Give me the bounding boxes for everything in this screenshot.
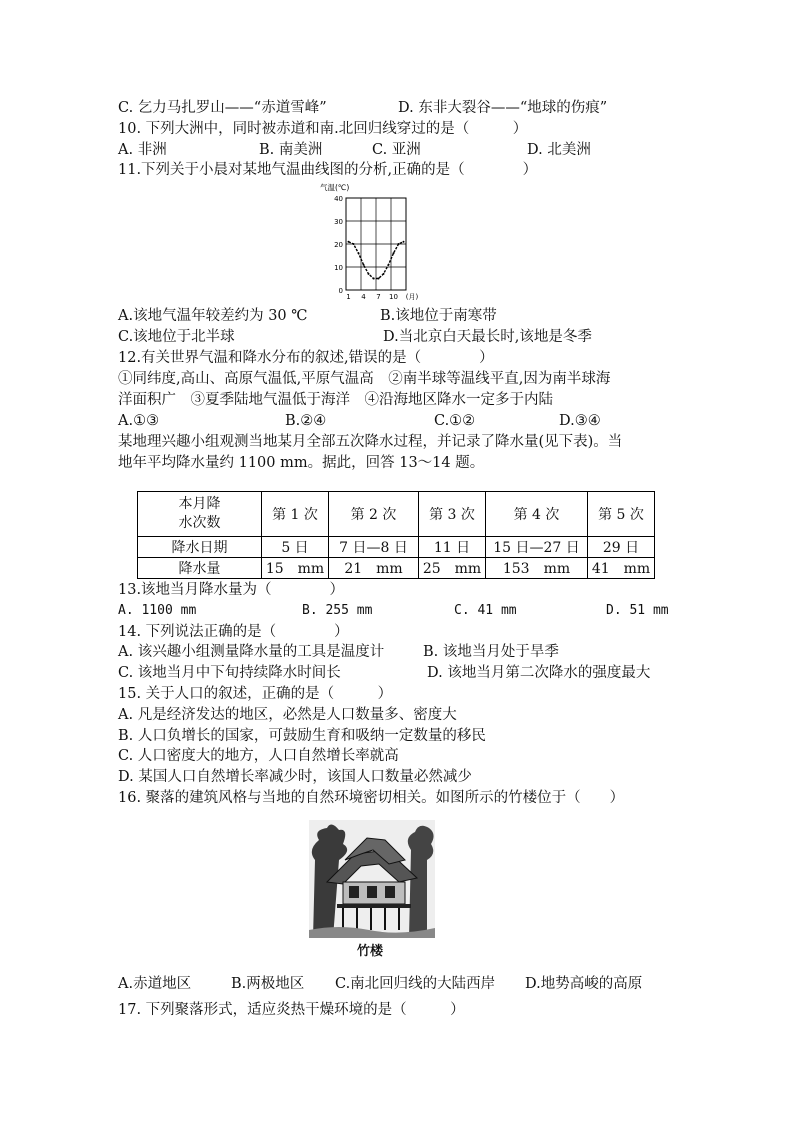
q17-stem: 17. 下列聚落形式，适应炎热干燥环境的是（ ） — [118, 1002, 465, 1018]
q12-option-a: A.①③ — [118, 413, 160, 429]
q10-option-b: B. 南美洲 — [259, 142, 323, 158]
column-header: 第 4 次 — [486, 492, 588, 537]
temperature-point — [398, 243, 400, 245]
q12-option-b: B.②④ — [285, 413, 327, 429]
table-row — [138, 537, 655, 558]
q16-option-a: A.赤道地区 — [118, 976, 192, 992]
q16-option-d: D.地势高峻的高原 — [525, 976, 643, 992]
q15-option-d: D. 某国人口自然增长率减少时，该国人口数量必然减少 — [118, 769, 472, 785]
windows — [349, 886, 395, 898]
table-cell: 153 mm — [486, 558, 588, 579]
column-header: 第 1 次 — [262, 492, 329, 537]
q12-statements-2: 洋面积广 ③夏季陆地气温低于海洋 ④沿海地区降水一定多于内陆 — [118, 392, 553, 408]
table-header-cell — [138, 492, 262, 537]
y-axis-label: 气温(℃) — [320, 183, 350, 192]
column-header: 第 5 次 — [588, 492, 655, 537]
q11-option-b: B.该地位于南寒带 — [380, 308, 497, 324]
q13-option-c: C. 41 mm — [454, 603, 517, 618]
temperature-point — [348, 241, 350, 243]
x-tick-label: 1 — [346, 293, 351, 301]
y-tick-label: 10 — [334, 264, 343, 272]
header-line-2: 水次数 — [178, 515, 221, 531]
q12-option-c: C.①② — [434, 413, 476, 429]
q9-option-d: D. 东非大裂谷——“地球的伤痕” — [398, 100, 608, 116]
q14-option-d: D. 该地当月第二次降水的强度最大 — [427, 665, 651, 681]
temperature-point — [368, 273, 370, 275]
q11-option-d: D.当北京白天最长时,该地是冬季 — [383, 329, 592, 345]
q14-option-b: B. 该地当月处于旱季 — [423, 644, 559, 660]
y-tick-label: 20 — [334, 241, 343, 249]
q14-option-a: A. 该兴趣小组测量降水量的工具是温度计 — [118, 644, 385, 660]
q9-option-c: C. 乞力马扎罗山——“赤道雪峰” — [118, 100, 327, 116]
table-cell: 15 日—27 日 — [486, 537, 588, 558]
y-tick-label: 0 — [338, 287, 343, 295]
table-row — [138, 558, 655, 579]
row-label: 降水量 — [138, 558, 262, 579]
rainfall-table — [137, 491, 655, 579]
table-cell: 25 mm — [419, 558, 486, 579]
q13-stem: 13.该地当月降水量为（ ） — [118, 582, 345, 598]
q13-option-b: B. 255 mm — [302, 603, 373, 618]
intro-line-2: 地年平均降水量约 1100 mm。据此，回答 13～14 题。 — [118, 455, 485, 471]
floor — [337, 904, 411, 908]
temperature-point — [393, 252, 395, 254]
figure-caption: 竹楼 — [357, 944, 384, 959]
y-tick-label: 40 — [334, 195, 343, 203]
q10-stem: 10. 下列大洲中，同时被赤道和南.北回归线穿过的是（ ） — [118, 121, 528, 137]
q11-stem: 11.下列关于小晨对某地气温曲线图的分析,正确的是（ ） — [118, 162, 538, 178]
q16-option-c: C.南北回归线的大陆西岸 — [335, 976, 496, 992]
q12-statements-1: ①同纬度,高山、高原气温低,平原气温高 ②南半球等温线平直,因为南半球海 — [118, 371, 611, 387]
q14-option-c: C. 该地当月中下旬持续降水时间长 — [118, 665, 341, 681]
table-cell: 5 日 — [262, 537, 329, 558]
q11-option-a: A.该地气温年较差约为 30 ℃ — [118, 308, 308, 324]
table-row — [138, 492, 655, 537]
q10-option-c: C. 亚洲 — [372, 142, 421, 158]
temperature-point — [403, 241, 405, 243]
x-tick-label: 10 — [389, 293, 398, 301]
row-label: 降水日期 — [138, 537, 262, 558]
temperature-point — [388, 264, 390, 266]
q15-option-c: C. 人口密度大的地方，人口自然增长率就高 — [118, 748, 399, 764]
q15-option-a: A. 凡是经济发达的地区，必然是人口数量多、密度大 — [118, 707, 457, 723]
table-cell: 29 日 — [588, 537, 655, 558]
q10-option-d: D. 北美洲 — [527, 142, 591, 158]
x-tick-label: 7 — [376, 293, 381, 301]
temperature-point — [378, 278, 380, 280]
intro-line-1: 某地理兴趣小组观测当地某月全部五次降水过程，并记录了降水量(见下表)。当 — [118, 434, 623, 450]
table-cell: 7 日—8 日 — [329, 537, 419, 558]
table-cell: 41 mm — [588, 558, 655, 579]
q13-option-a: A. 1100 mm — [118, 603, 197, 618]
column-header: 第 2 次 — [329, 492, 419, 537]
q15-stem: 15. 关于人口的叙述，正确的是（ ） — [118, 686, 393, 702]
q11-option-c: C.该地位于北半球 — [118, 329, 235, 345]
table-cell: 11 日 — [419, 537, 486, 558]
header-line-1: 本月降 — [178, 496, 221, 512]
q13-option-d: D. 51 mm — [606, 603, 669, 618]
temperature-chart — [318, 178, 418, 306]
q10-option-a: A. 非洲 — [118, 142, 167, 158]
q16-option-b: B.两极地区 — [231, 976, 305, 992]
q12-stem: 12.有关世界气温和降水分布的叙述,错误的是（ ） — [118, 350, 494, 366]
temperature-point — [353, 243, 355, 245]
q14-stem: 14. 下列说法正确的是（ ） — [118, 624, 349, 640]
temperature-point — [358, 252, 360, 254]
temperature-point — [363, 264, 365, 266]
temperature-point — [373, 278, 375, 280]
temperature-point — [383, 273, 385, 275]
x-tick-label: 4 — [361, 293, 366, 301]
table-cell: 21 mm — [329, 558, 419, 579]
y-tick-label: 30 — [334, 218, 343, 226]
table-cell: 15 mm — [262, 558, 329, 579]
q16-stem: 16. 聚落的建筑风格与当地的自然环境密切相关。如图所示的竹楼位于（ ） — [118, 790, 625, 806]
x-axis-label: (月) — [405, 293, 418, 301]
q12-option-d: D.③④ — [559, 413, 601, 429]
column-header: 第 3 次 — [419, 492, 486, 537]
q15-option-b: B. 人口负增长的国家，可鼓励生育和吸纳一定数量的移民 — [118, 728, 486, 744]
bamboo-house-image — [309, 820, 435, 938]
